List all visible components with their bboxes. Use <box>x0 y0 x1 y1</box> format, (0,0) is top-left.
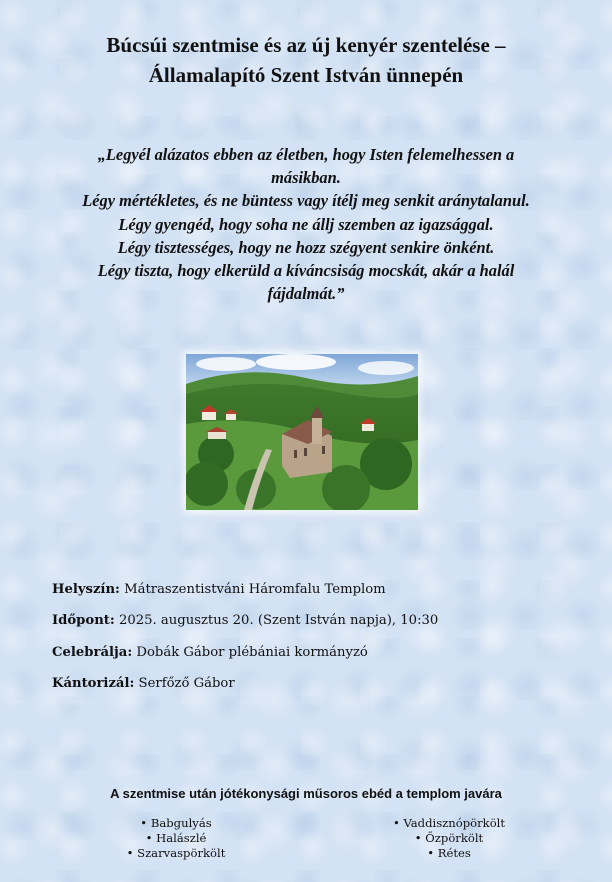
time-label: Időpont: <box>52 613 115 629</box>
menu-item: • Vaddisznópörkölt <box>392 816 506 830</box>
cantor-value: Serfőző Gábor <box>134 676 235 692</box>
quote-line: Légy tisztességes, hogy ne hozz szégyent senkire önként. <box>117 237 495 257</box>
quote-line: fájdalmát.” <box>267 284 345 304</box>
quote-line: „Legyél alázatos ebben az életben, hogy Isten felemelhessen a <box>97 145 515 164</box>
celebrant-label: Celebrálja: <box>52 644 133 660</box>
cantor-row <box>52 674 572 694</box>
church-photo <box>186 354 418 510</box>
menu-left-column <box>76 816 276 861</box>
page-title <box>0 30 612 90</box>
time-row <box>52 611 572 631</box>
quote-block <box>40 143 572 305</box>
lunch-title: A szentmise után jótékonysági műsoros ebéd a templom javára <box>110 786 502 801</box>
quote-line: Légy mértékletes, és ne büntess vagy ítélj meg senkit aránytalanul. <box>82 191 530 211</box>
menu-item: • Szarvaspörkölt <box>126 846 226 860</box>
menu-item: • Babgulyás <box>140 816 212 830</box>
menu-item: • Őzpörkölt <box>414 831 484 845</box>
church-landscape-image <box>186 354 418 510</box>
quote-line: Légy tiszta, hogy elkerüld a kíváncsiság mocskát, akár a halál <box>97 261 515 281</box>
location-label: Helyszín: <box>52 582 120 597</box>
menu-item: • Rétes <box>427 846 471 860</box>
menu-item: • Halászlé <box>145 831 207 845</box>
title-line-2: Államalapító Szent István ünnepén <box>148 63 464 87</box>
celebrant-row <box>52 643 572 663</box>
location-row <box>52 580 572 600</box>
time-value: 2025. augusztus 20. (Szent István napja), 10:30 <box>114 613 439 629</box>
quote-line: Légy gyengéd, hogy soha ne állj szemben az igazsággal. <box>118 214 494 234</box>
cantor-label: Kántorizál: <box>52 676 135 692</box>
title-line-1: Búcsúi szentmise és az új kenyér szentelése – <box>106 33 506 57</box>
celebrant-value: Dobák Gábor plébániai kormányzó <box>132 644 368 660</box>
event-details <box>52 580 572 706</box>
menu-right-column <box>349 816 549 861</box>
quote-line: másikban. <box>271 168 341 188</box>
location-value: Mátraszentistváni Háromfalu Templom <box>119 582 386 597</box>
